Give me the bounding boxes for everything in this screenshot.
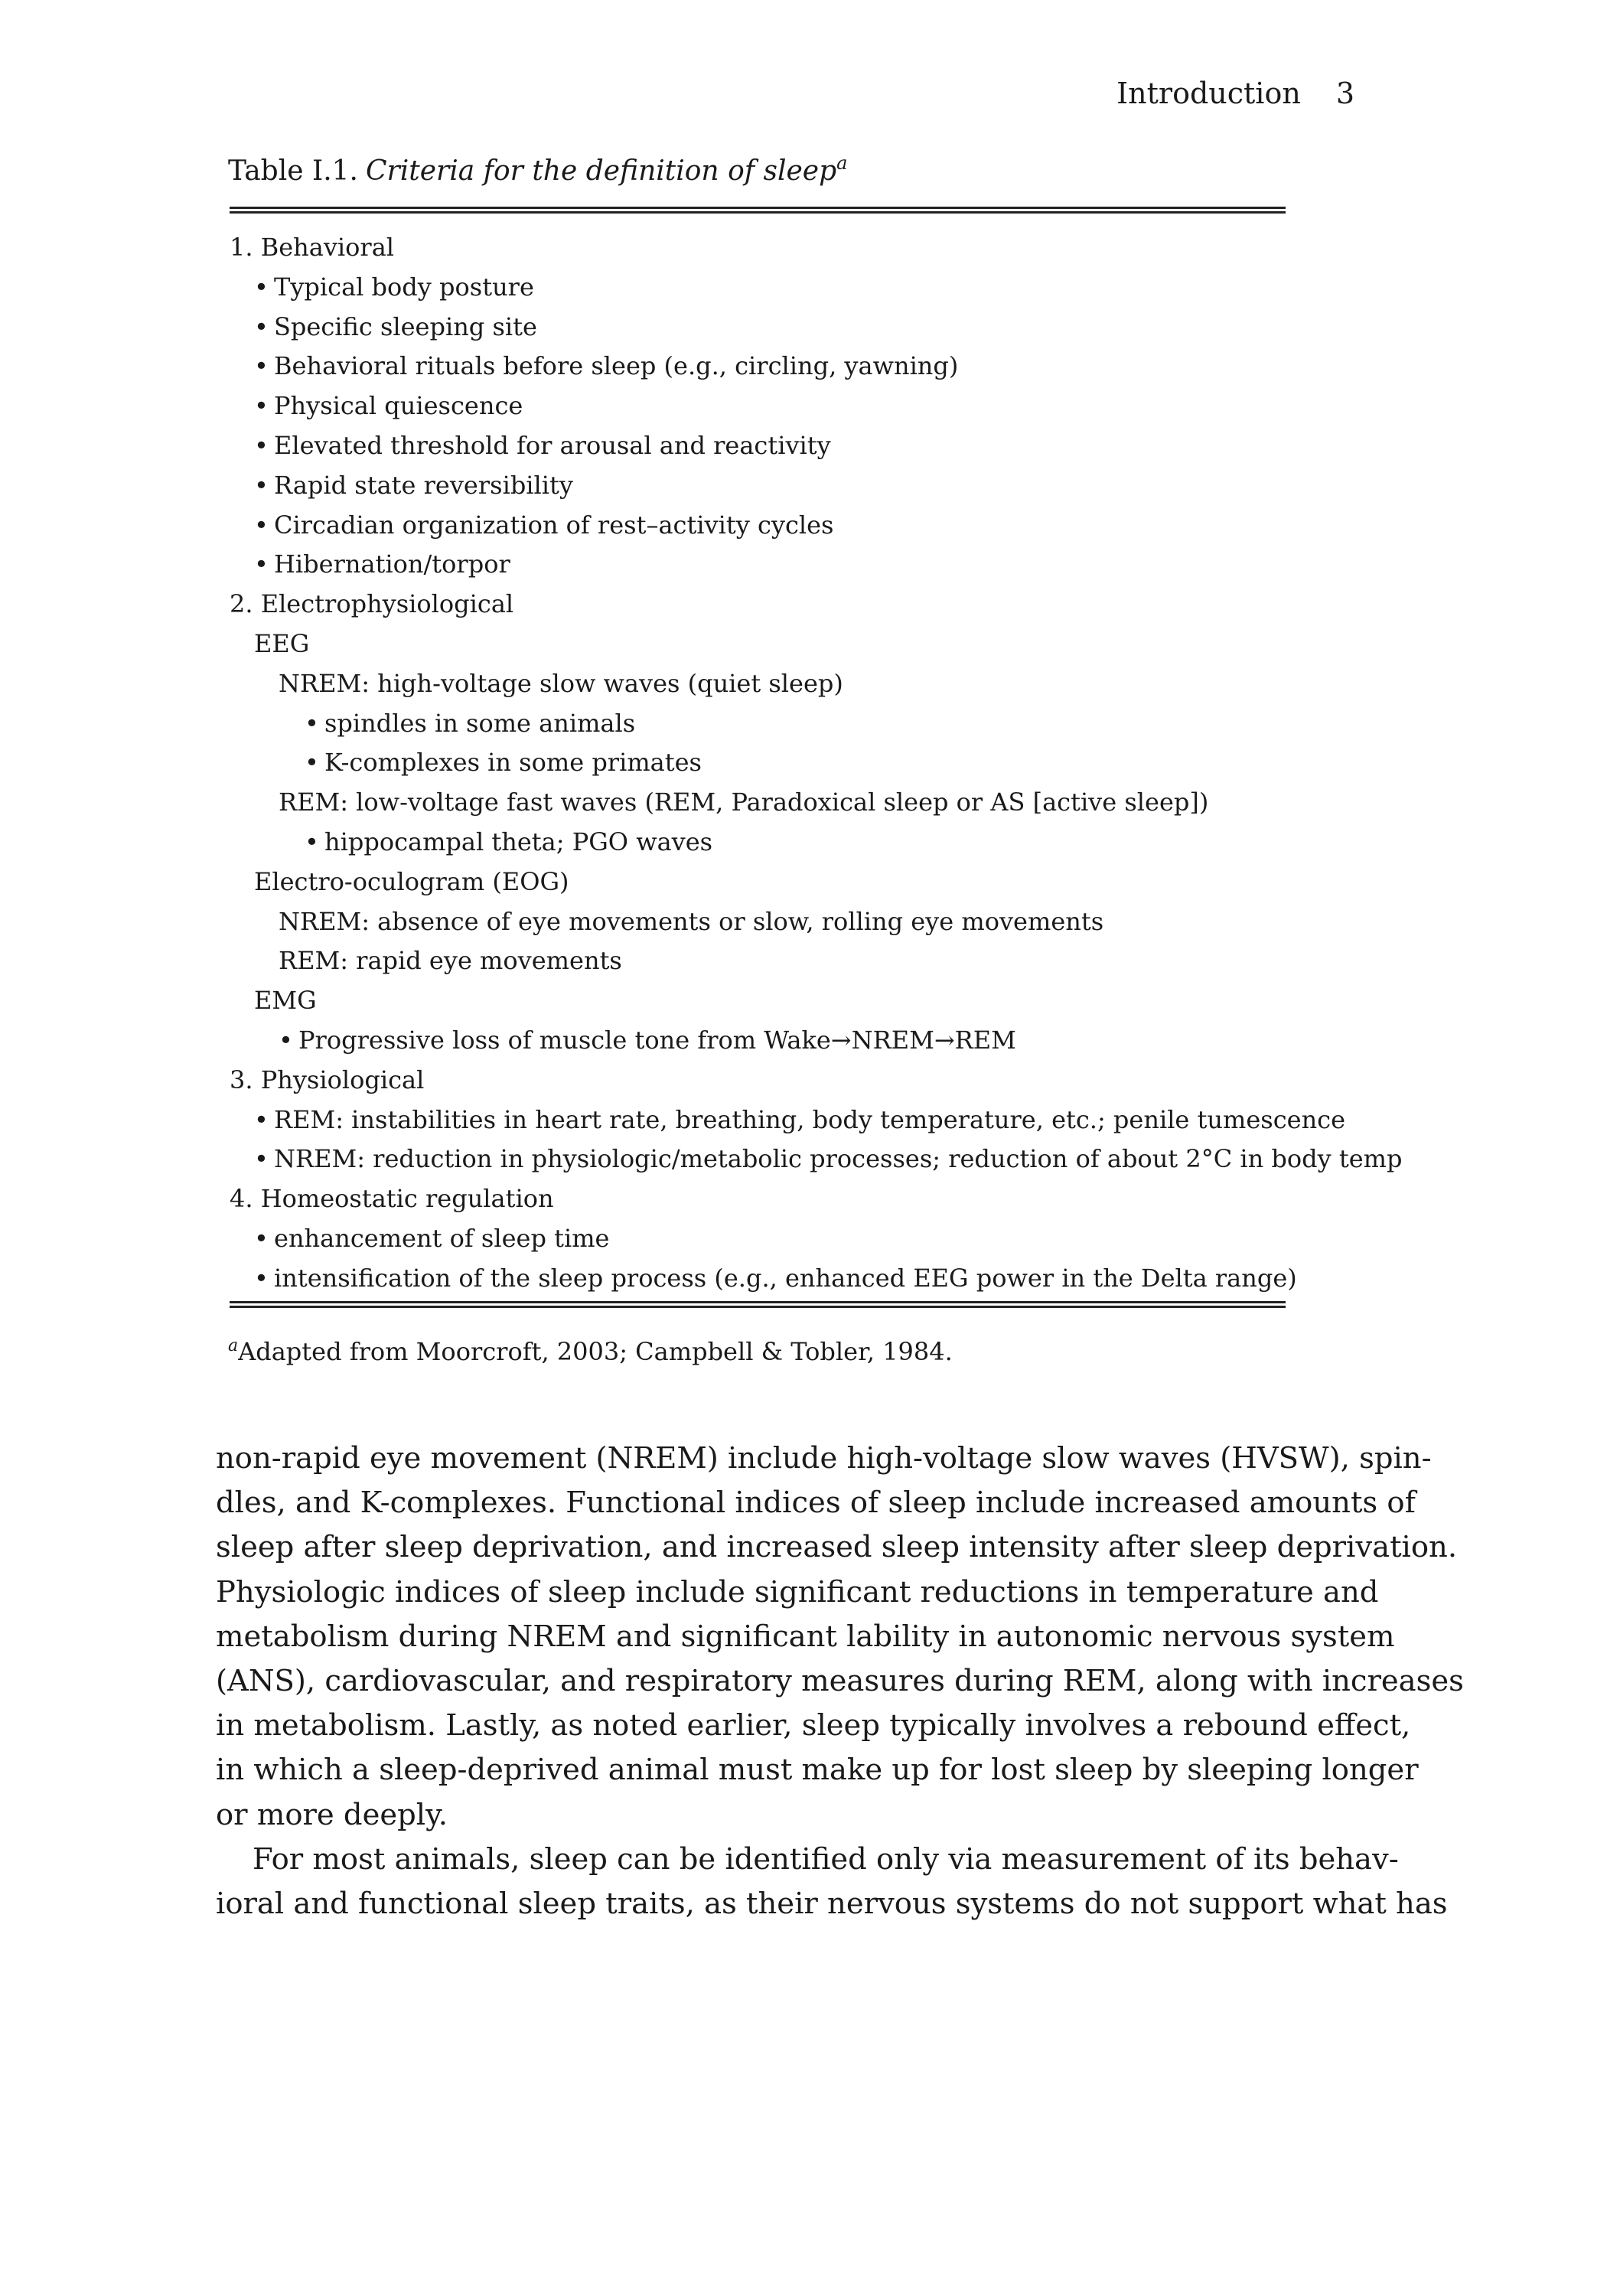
table-row (230, 823, 1301, 863)
body-line: sleep after sleep deprivation, and increased sleep intensity after sleep deprivation. (216, 1530, 1458, 1565)
table-row (230, 585, 1301, 625)
table-row (230, 941, 1301, 981)
table-row-text: spindles in some animals (324, 708, 636, 738)
table-row (230, 308, 1301, 347)
bullet-icon: • (254, 430, 269, 460)
table-row (230, 1259, 1301, 1299)
table-row (230, 386, 1301, 426)
table-row-text: K-complexes in some primates (324, 748, 702, 778)
table-row (230, 704, 1301, 744)
bullet-icon: • (254, 272, 269, 302)
body-line: ioral and functional sleep traits, as their nervous systems do not support what has (216, 1886, 1448, 1921)
table-row (230, 1021, 1301, 1061)
table-caption (228, 153, 847, 190)
table-row (230, 466, 1301, 506)
table-row (230, 902, 1301, 942)
bullet-icon: • (254, 311, 269, 341)
table-bottom-rule (230, 1301, 1286, 1308)
table-footnote (228, 1335, 953, 1368)
table-row-text: Circadian organization of rest–activity cycles (274, 510, 834, 540)
body-line: For most animals, sleep can be identified only via measurement of its behav- (253, 1841, 1399, 1877)
table-row-text: NREM: absence of eye movements or slow, rolling eye movements (279, 906, 1104, 936)
table-row-text: enhancement of sleep time (274, 1223, 610, 1253)
table-top-rule (230, 207, 1286, 214)
body-line: metabolism during NREM and significant lability in autonomic nervous system (216, 1619, 1395, 1654)
table-row (230, 664, 1301, 704)
table-row-text: Specific sleeping site (274, 311, 537, 341)
table-row (230, 426, 1301, 466)
table-row-text: 3. Physiological (230, 1065, 425, 1094)
table-row-text: EEG (254, 628, 310, 658)
body-line: or more deeply. (216, 1797, 448, 1832)
footnote-text: Adapted from Moorcroft, 2003; Campbell & Tobler, 1984. (238, 1337, 953, 1366)
bullet-icon: • (254, 1144, 269, 1174)
bullet-icon: • (254, 1104, 269, 1134)
table-row-text: Behavioral rituals before sleep (e.g., circling, yawning) (274, 351, 959, 381)
bullet-icon: • (254, 391, 269, 421)
table-row-text: Rapid state reversibility (274, 470, 573, 500)
body-line: non-rapid eye movement (NREM) include high-voltage slow waves (HVSW), spin- (216, 1441, 1432, 1476)
table-label: Table I.1. (228, 155, 358, 187)
table-row (230, 228, 1301, 268)
table-row-text: EMG (254, 986, 317, 1016)
table-row (230, 1140, 1403, 1179)
table-row (230, 1219, 1301, 1259)
bullet-icon: • (254, 470, 269, 500)
bullet-icon: • (279, 1025, 293, 1055)
table-row-text: NREM: high-voltage slow waves (quiet sleep) (279, 668, 843, 698)
table-row-text: 2. Electrophysiological (230, 589, 514, 619)
table-row-text: 1. Behavioral (230, 233, 395, 262)
table-row-text: Typical body posture (274, 272, 534, 302)
table-row-text: REM: low-voltage fast waves (REM, Paradoxical sleep or AS [active sleep]) (279, 788, 1209, 817)
table-title-text: Criteria for the definition of sleep (366, 155, 837, 187)
body-text (216, 1437, 1464, 1926)
table-row (230, 1101, 1346, 1140)
body-line: in metabolism. Lastly, as noted earlier, sleep typically involves a rebound effect, (216, 1708, 1411, 1743)
running-head-title: Introduction (1116, 77, 1301, 110)
running-head (1116, 75, 1354, 112)
bullet-icon: • (254, 510, 269, 540)
table-row (230, 347, 1301, 386)
table-row (230, 743, 1301, 783)
bullet-icon: • (254, 550, 269, 579)
body-line: Physiologic indices of sleep include significant reductions in temperature and (216, 1574, 1379, 1609)
table-row (230, 1179, 1301, 1219)
table-row (230, 981, 1301, 1021)
criteria-table (230, 228, 1403, 1299)
table-row-text: Electro-oculogram (EOG) (254, 866, 569, 896)
table-row (230, 506, 1301, 546)
table-row-text: hippocampal theta; PGO waves (324, 827, 713, 856)
table-row-text: intensification of the sleep process (e.g., enhanced EEG power in the Delta range) (274, 1263, 1297, 1293)
table-row-text: 4. Homeostatic regulation (230, 1184, 554, 1214)
page-number: 3 (1335, 77, 1354, 110)
table-row (230, 783, 1301, 823)
body-line: in which a sleep-deprived animal must make up for lost sleep by sleeping longer (216, 1753, 1419, 1788)
bullet-icon: • (254, 1263, 269, 1293)
table-row-text: Progressive loss of muscle tone from Wake→NREM→REM (298, 1025, 1016, 1055)
table-row-text: REM: rapid eye movements (279, 946, 622, 976)
bullet-icon: • (305, 748, 319, 778)
body-line: dles, and K-complexes. Functional indices of sleep include increased amounts of (216, 1486, 1416, 1521)
table-row (230, 1061, 1301, 1101)
table-row-text: Elevated threshold for arousal and reactivity (274, 430, 831, 460)
bullet-icon: • (254, 351, 269, 381)
body-line: (ANS), cardiovascular, and respiratory measures during REM, along with increases (216, 1663, 1464, 1698)
table-title (366, 152, 848, 187)
footnote-marker: a (228, 1336, 239, 1355)
table-row (230, 545, 1301, 585)
table-row (230, 268, 1301, 308)
table-row (230, 863, 1301, 902)
bullet-icon: • (305, 708, 319, 738)
table-row-text: REM: instabilities in heart rate, breathing, body temperature, etc.; penile tumescence (274, 1104, 1346, 1134)
table-row (230, 625, 1301, 664)
bullet-icon: • (254, 1223, 269, 1253)
bullet-icon: • (305, 827, 319, 856)
table-title-footnote-marker: a (836, 152, 848, 174)
table-row-text: Physical quiescence (274, 391, 523, 421)
table-row-text: NREM: reduction in physiologic/metabolic processes; reduction of about 2°C in body temp (274, 1144, 1403, 1174)
table-row-text: Hibernation/torpor (274, 550, 510, 579)
